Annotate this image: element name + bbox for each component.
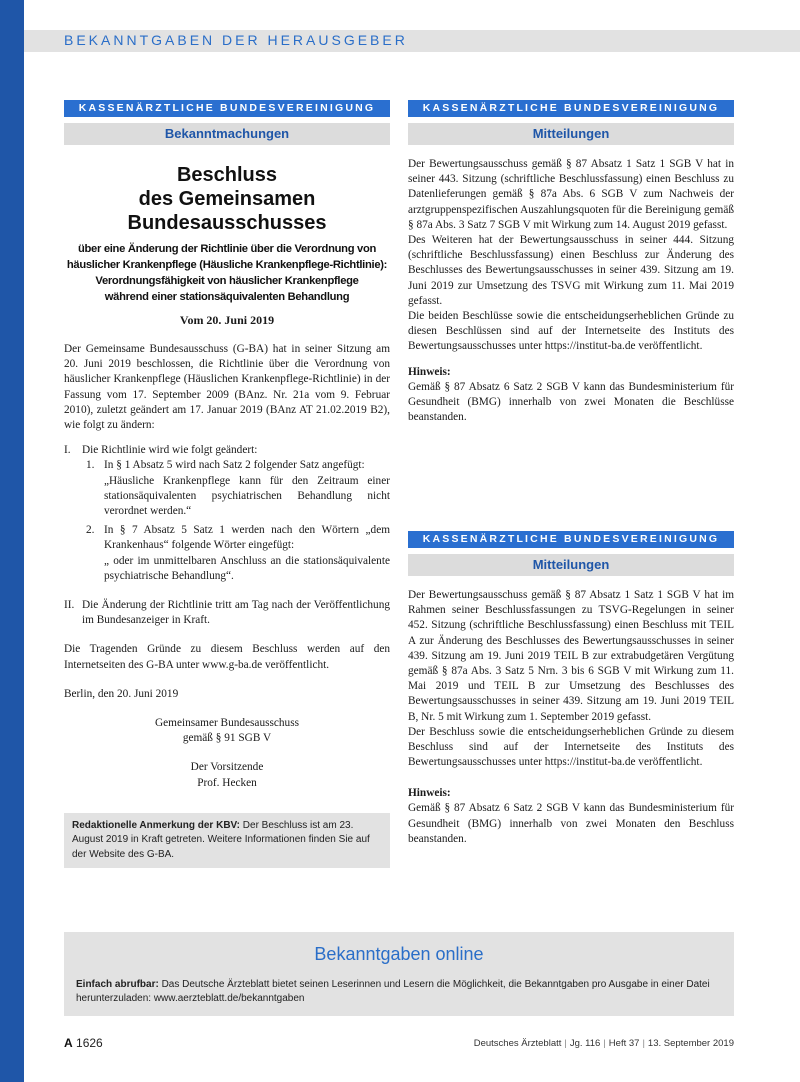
left-column	[64, 100, 390, 868]
org-bar-left: KASSENÄRZTLICHE BUNDESVEREINIGUNG	[64, 100, 390, 117]
announcement-paragraph: Der Bewertungsausschuss gemäß § 87 Absatz 1 Satz 1 SGB V hat im Rahmen seiner Beschlussfassungen zu TSVG-Regelungen in seiner 452. Sitzung (schriftliche Beschlussfassung) einen Beschluss mit TEIL A zur Änderung des Beschlusses des Bewertungsausschusses in seiner 439. Sitzung am 19. Juni 2019 TEIL B zur extrabudgetären Vergütung gemäß § 87a Abs. 3 Satz 5 Nrn. 3 bis 6 SGB V mit Wirkung zum 11. Mai 2019 und TEIL B zur Umsetzung des Beschlusses des Bewertungsausschusses in seiner 439. Sitzung am 19. Juni 2019 TEIL B, Nr. 5 mit Wirkung zum 1. September 2019 gefasst.	[408, 589, 734, 723]
place-date: Berlin, den 20. Juni 2019	[64, 687, 179, 700]
org-bar-right-1: KASSENÄRZTLICHE BUNDESVEREINIGUNG	[408, 100, 734, 117]
document-title	[64, 163, 390, 235]
sub-list-item	[64, 458, 390, 473]
subtitle-line: über eine Änderung der Richtlinie über die Verordnung von	[77, 243, 377, 255]
hinweis-text: Gemäß § 87 Absatz 6 Satz 2 SGB V kann das Bundesministerium für Gesundheit (BMG) innerhalb von zwei Monaten den Beschluss beanstanden.	[408, 802, 734, 845]
inserted-words: „ oder im unmittelbaren Anschluss an die stationsäquivalente psychiatrische Behandlung“.	[104, 554, 390, 582]
announcement-paragraph: Des Weiteren hat der Bewertungsausschuss in seiner 444. Sitzung (schriftliche Beschlussfassung) einen Beschluss zur Änderung des Beschlusses des Bewertungsausschusses in seiner 439. Sitzung am 19. Juni 2019 zur Umsetzung des TSVG mit Wirkung zum 11. Mai 2019 gefasst.	[408, 234, 734, 307]
section-bar-mitteilungen-2: Mitteilungen	[408, 554, 734, 576]
note-label: Redaktionelle Anmerkung der KBV:	[72, 819, 240, 831]
journal-volume: Jg. 116	[569, 1038, 601, 1049]
header-label: BEKANNTGABEN DER HERAUSGEBER	[64, 32, 408, 48]
signature-line: Gemeinsamer Bundesausschuss	[154, 717, 299, 730]
list-text: Die Richtlinie wird wie folgt geändert:	[82, 444, 258, 457]
change-list	[64, 443, 390, 628]
sub-list-number: 2.	[86, 524, 95, 537]
page-number	[64, 1036, 103, 1050]
hinweis-heading: Hinweis:	[408, 787, 451, 800]
journal-date: 13. September 2019	[647, 1038, 734, 1049]
sub-list-text: In § 7 Absatz 5 Satz 1 werden nach den Wörtern „dem Krankenhaus“ folgende Wörter eingefügt:	[104, 524, 390, 552]
document-date: Vom 20. Juni 2019	[179, 313, 275, 327]
signature-line: gemäß § 91 SGB V	[182, 732, 272, 745]
online-label: Einfach abrufbar:	[76, 979, 159, 990]
online-title: Bekanntgaben online	[314, 944, 484, 964]
signature-block	[64, 716, 390, 791]
title-line-1: Beschluss	[176, 164, 278, 186]
sub-list-item	[64, 523, 390, 553]
sub-list-text: In § 1 Absatz 5 wird nach Satz 2 folgender Satz angefügt:	[104, 459, 365, 472]
inserted-sentence: „Häusliche Krankenpflege kann für den Zeitraum einer stationsäquivalenten psychiatrischen Behandlung nicht verordnet werden.“	[104, 474, 390, 518]
document-subtitle	[64, 241, 390, 305]
intro-paragraph: Der Gemeinsame Bundesausschuss (G-BA) hat in seiner Sitzung am 20. Juni 2019 beschlossen, die Richtlinie über die Verordnung von häuslicher Krankenpflege (Häuslichen Krankenpflege-Richtlinie) in der Fassung vom 17. September 2009 (BAnz. Nr. 21a vom 9. Februar 2010), zuletzt geändert am 17. Januar 2019 (BAnz AT 21.02.2019 B2), wie folgt zu ändern:	[64, 343, 390, 432]
subtitle-line: häuslicher Krankenpflege (Häusliche Krankenpflege-Richtlinie):	[66, 259, 388, 271]
second-notice	[408, 531, 734, 847]
section-bar-mitteilungen-1: Mitteilungen	[408, 123, 734, 145]
page-prefix: A	[64, 1036, 73, 1050]
list-text: Die Änderung der Richtlinie tritt am Tag nach der Veröffentlichung im Bundesanzeiger in Kraft.	[82, 599, 390, 627]
reasons-paragraph: Die Tragenden Gründe zu diesem Beschluss werden auf den Internetseiten des G-BA unter www.g-ba.de veröffentlicht.	[64, 643, 390, 671]
title-line-2: des Gemeinsamen Bundesausschusses	[127, 188, 327, 234]
announcement-paragraph: Der Beschluss sowie die entscheidungserheblichen Gründe zu diesem Beschluss sind auf der Internetseite des Instituts des Bewertungsausschusses unter https://institut-ba.de veröffentlicht.	[408, 725, 734, 769]
page-number-value: 1626	[76, 1036, 103, 1050]
subtitle-line: Verordnungsfähigkeit von häuslicher Krankenpflege	[95, 275, 359, 287]
left-accent-stripe	[0, 0, 24, 1082]
list-number: II.	[64, 599, 75, 612]
hinweis-heading: Hinweis:	[408, 365, 451, 378]
sub-list-number: 1.	[86, 459, 95, 472]
online-text	[76, 978, 722, 1006]
hinweis-text: Gemäß § 87 Absatz 6 Satz 2 SGB V kann das Bundesministerium für Gesundheit (BMG) innerhalb von zwei Monaten die Beschlüsse beanstanden.	[408, 380, 734, 424]
header-bar	[24, 30, 800, 52]
list-number: I.	[64, 444, 71, 457]
journal-issue: Heft 37	[608, 1038, 640, 1049]
online-description: Das Deutsche Ärzteblatt bietet seinen Leserinnen und Lesern die Möglichkeit, die Bekanntgaben pro Ausgabe in einer Datei herunterzuladen: www.aerzteblatt.de/bekanntgaben	[76, 979, 710, 1004]
org-bar-right-2: KASSENÄRZTLICHE BUNDESVEREINIGUNG	[408, 531, 734, 548]
online-box	[64, 932, 734, 1016]
signature-line: Prof. Hecken	[197, 776, 257, 789]
right-column	[408, 100, 734, 845]
journal-name: Deutsches Ärzteblatt	[473, 1038, 562, 1049]
footer-citation: Deutsches Ärzteblatt | Jg. 116 | Heft 37 | 13. September 2019	[473, 1038, 734, 1049]
signature-line: Der Vorsitzende	[190, 761, 264, 774]
section-bar-bekanntmachungen: Bekanntmachungen	[64, 123, 390, 145]
announcement-paragraph: Der Bewertungsausschuss gemäß § 87 Absatz 1 Satz 1 SGB V hat in seiner 443. Sitzung (schriftliche Beschlussfassung) einen Beschluss zu Datenlieferungen gemäß § 87a Abs. 6 SGB V zum Nachweis der arztgruppenspezifischen Auszahlungsquoten für die Bereinigung gemäß § 87a Abs. 3 Satz 7 SGB V mit Wirkung zum 14. August 2019 gefasst.	[408, 158, 734, 231]
announcement-paragraph: Die beiden Beschlüsse sowie die entscheidungserheblichen Gründe zu diesen Beschlüssen sind auf der Internetseite des Instituts des Bewertungsausschusses unter https://institut-ba.de veröffentlicht.	[408, 310, 734, 353]
editorial-note	[64, 813, 390, 869]
list-item	[64, 598, 390, 628]
list-item	[64, 443, 390, 458]
note-text: Der Beschluss ist am 23. August 2019 in Kraft getreten. Weitere Informationen finden Sie auf der Website des G-BA.	[72, 819, 370, 860]
subtitle-line: während einer stationsäquivalenten Behandlung	[104, 291, 350, 303]
